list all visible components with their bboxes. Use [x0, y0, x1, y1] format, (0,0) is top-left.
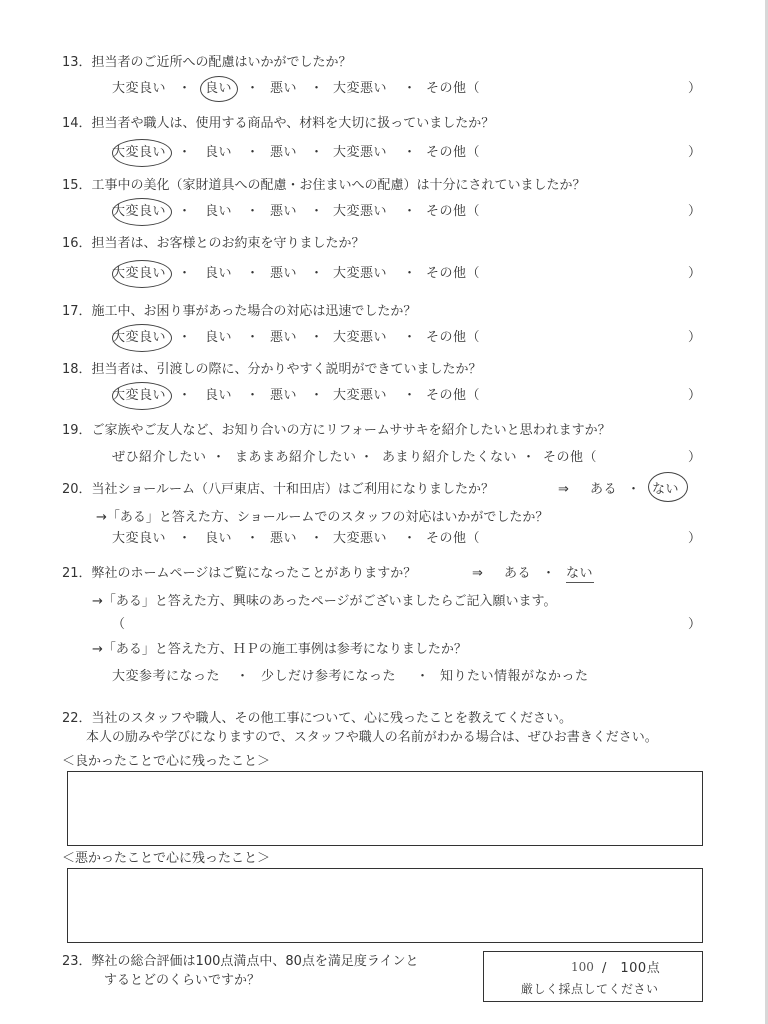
option-very-bad[interactable]: 大変悪い: [333, 388, 388, 403]
option-very-bad[interactable]: 大変悪い: [333, 266, 388, 281]
option-very-bad[interactable]: 大変悪い: [333, 81, 388, 96]
question-14: 14．担当者や職人は、使用する商品や、材料を大切に扱っていましたか？: [62, 116, 495, 131]
option-other[interactable]: その他（: [426, 531, 481, 546]
option-somewhat[interactable]: まあまあ紹介したい: [235, 450, 357, 465]
question-20: 20．当社ショールーム（八戸東店、十和田店）はご利用になりましたか？: [62, 482, 495, 497]
separator: ・: [178, 330, 192, 345]
option-good[interactable]: 良い: [205, 330, 233, 345]
bad-memory-textarea[interactable]: [67, 868, 703, 943]
option-other[interactable]: その他（: [426, 266, 481, 281]
close-paren: ）: [688, 450, 702, 465]
separator: ・: [246, 81, 260, 96]
selection-circle-mark: [112, 382, 172, 410]
option-very-good[interactable]: 大変良い: [112, 204, 167, 219]
option-bad[interactable]: 悪い: [270, 145, 298, 160]
option-bad[interactable]: 悪い: [270, 531, 298, 546]
separator: ・: [246, 531, 260, 546]
option-no[interactable]: ない: [652, 482, 680, 497]
option-good[interactable]: 良い: [205, 388, 233, 403]
question-23-line2: するとどのくらいですか？: [104, 973, 261, 988]
separator: ・: [178, 531, 192, 546]
separator: ・: [403, 145, 417, 160]
separator: ・: [360, 450, 374, 465]
separator: ・: [310, 266, 324, 281]
option-not-helpful[interactable]: 知りたい情報がなかった: [440, 669, 589, 684]
good-memory-label: ＜良かったことで心に残ったこと＞: [62, 754, 271, 769]
close-paren: ）: [688, 204, 702, 219]
option-other[interactable]: その他（: [426, 145, 481, 160]
arrow-icon: ⇒: [472, 566, 484, 581]
separator: ・: [178, 81, 192, 96]
option-other[interactable]: その他（: [426, 330, 481, 345]
separator: ・: [310, 204, 324, 219]
option-bad[interactable]: 悪い: [270, 204, 298, 219]
option-bad[interactable]: 悪い: [270, 266, 298, 281]
close-paren: ）: [688, 266, 702, 281]
question-19: 19．ご家族やご友人など、お知り合いの方にリフォームササキを紹介したいと思われますか？: [62, 423, 611, 438]
separator: ・: [246, 204, 260, 219]
question-22-note: 本人の励みや学びになりますので、スタッフや職人の名前がわかる場合は、ぜひお書きください。: [86, 730, 658, 745]
close-paren: ）: [688, 388, 702, 403]
separator: ・: [416, 669, 430, 684]
separator: ・: [310, 531, 324, 546]
selection-circle-mark: [200, 76, 238, 102]
close-paren: ）: [688, 531, 702, 546]
question-22: 22．当社のスタッフや職人、その他工事について、心に残ったことを教えてください。: [62, 711, 573, 726]
option-no[interactable]: ない: [566, 566, 594, 581]
option-very-good[interactable]: 大変良い: [112, 531, 167, 546]
close-paren: ）: [688, 617, 702, 632]
separator: ・: [246, 266, 260, 281]
separator: ・: [403, 388, 417, 403]
follow-up-20: →「ある」と答えた方、ショールームでのスタッフの対応はいかがでしたか？: [96, 510, 549, 525]
option-very-good[interactable]: 大変良い: [112, 388, 167, 403]
option-other[interactable]: その他（: [426, 204, 481, 219]
option-good[interactable]: 良い: [205, 531, 233, 546]
option-other[interactable]: その他（: [426, 388, 481, 403]
selection-circle-mark: [112, 260, 172, 288]
option-yes[interactable]: ある: [504, 566, 532, 581]
separator: ・: [542, 566, 556, 581]
option-very-good[interactable]: 大変良い: [112, 145, 167, 160]
bad-memory-label: ＜悪かったことで心に残ったこと＞: [62, 851, 271, 866]
selection-circle-mark: [648, 472, 688, 502]
option-very-bad[interactable]: 大変悪い: [333, 330, 388, 345]
option-very-bad[interactable]: 大変悪い: [333, 145, 388, 160]
separator: ・: [522, 450, 536, 465]
separator: ・: [178, 204, 192, 219]
question-17: 17．施工中、お困り事があった場合の対応は迅速でしたか？: [62, 304, 417, 319]
separator: ・: [403, 204, 417, 219]
close-paren: ）: [688, 81, 702, 96]
separator: ・: [212, 450, 226, 465]
option-very-good[interactable]: 大変良い: [112, 330, 167, 345]
option-yes[interactable]: ある: [590, 482, 618, 497]
option-slightly-helpful[interactable]: 少しだけ参考になった: [261, 669, 397, 684]
page-interest-input[interactable]: [130, 614, 680, 634]
separator: ・: [310, 388, 324, 403]
close-paren: ）: [688, 330, 702, 345]
separator: ・: [178, 266, 192, 281]
follow-up-21a: →「ある」と答えた方、興味のあったページがございましたらご記入願います。: [92, 594, 557, 609]
selection-circle-mark: [112, 324, 172, 352]
separator: ・: [246, 145, 260, 160]
question-16: 16．担当者は、お客様とのお約束を守りましたか？: [62, 236, 365, 251]
follow-up-21b: →「ある」と答えた方、ＨＰの施工事例は参考になりましたか？: [92, 642, 467, 657]
separator: ・: [403, 531, 417, 546]
option-definitely[interactable]: ぜひ紹介したい: [112, 450, 207, 465]
option-very-good[interactable]: 大変良い: [112, 81, 167, 96]
separator: ・: [403, 266, 417, 281]
separator: ・: [310, 81, 324, 96]
option-bad[interactable]: 悪い: [270, 330, 298, 345]
close-paren: ）: [688, 145, 702, 160]
question-15: 15．工事中の美化（家財道具への配慮・お住まいへの配慮）は十分にされていましたか？: [62, 178, 586, 193]
option-bad[interactable]: 悪い: [270, 388, 298, 403]
option-other[interactable]: その他（: [543, 450, 598, 465]
option-good[interactable]: 良い: [205, 266, 233, 281]
option-very-good[interactable]: 大変良い: [112, 266, 167, 281]
question-23-line1: 23．弊社の総合評価は100点満点中、80点を満足度ラインと: [62, 954, 419, 969]
option-bad[interactable]: 悪い: [270, 81, 298, 96]
option-other[interactable]: その他（: [426, 81, 481, 96]
separator: ・: [236, 669, 250, 684]
separator: ・: [310, 145, 324, 160]
score-suffix: / 100点: [602, 961, 661, 976]
separator: ・: [246, 388, 260, 403]
option-good[interactable]: 良い: [205, 204, 233, 219]
option-very-helpful[interactable]: 大変参考になった: [112, 669, 221, 684]
separator: ・: [403, 81, 417, 96]
separator: ・: [310, 330, 324, 345]
question-18: 18．担当者は、引渡しの際に、分かりやすく説明ができていましたか？: [62, 362, 482, 377]
option-not-really[interactable]: あまり紹介したくない: [382, 450, 518, 465]
good-memory-textarea[interactable]: [67, 771, 703, 846]
option-good[interactable]: 良い: [205, 81, 233, 96]
question-21: 21．弊社のホームページはご覧になったことがありますか？: [62, 566, 417, 581]
selection-circle-mark: [112, 198, 172, 226]
separator: ・: [403, 330, 417, 345]
separator: ・: [246, 330, 260, 345]
score-answer[interactable]: 100: [571, 960, 594, 974]
open-paren: （: [112, 617, 126, 632]
separator: ・: [627, 482, 641, 497]
score-note: 厳しく採点してください: [521, 982, 659, 996]
separator: ・: [178, 388, 192, 403]
option-very-bad[interactable]: 大変悪い: [333, 531, 388, 546]
arrow-icon: ⇒: [558, 482, 570, 497]
option-very-bad[interactable]: 大変悪い: [333, 204, 388, 219]
separator: ・: [178, 145, 192, 160]
score-box[interactable]: [483, 951, 703, 1002]
question-13: 13．担当者のご近所への配慮はいかがでしたか？: [62, 55, 352, 70]
selection-circle-mark: [112, 139, 172, 167]
handwritten-underline: [566, 582, 594, 583]
option-good[interactable]: 良い: [205, 145, 233, 160]
